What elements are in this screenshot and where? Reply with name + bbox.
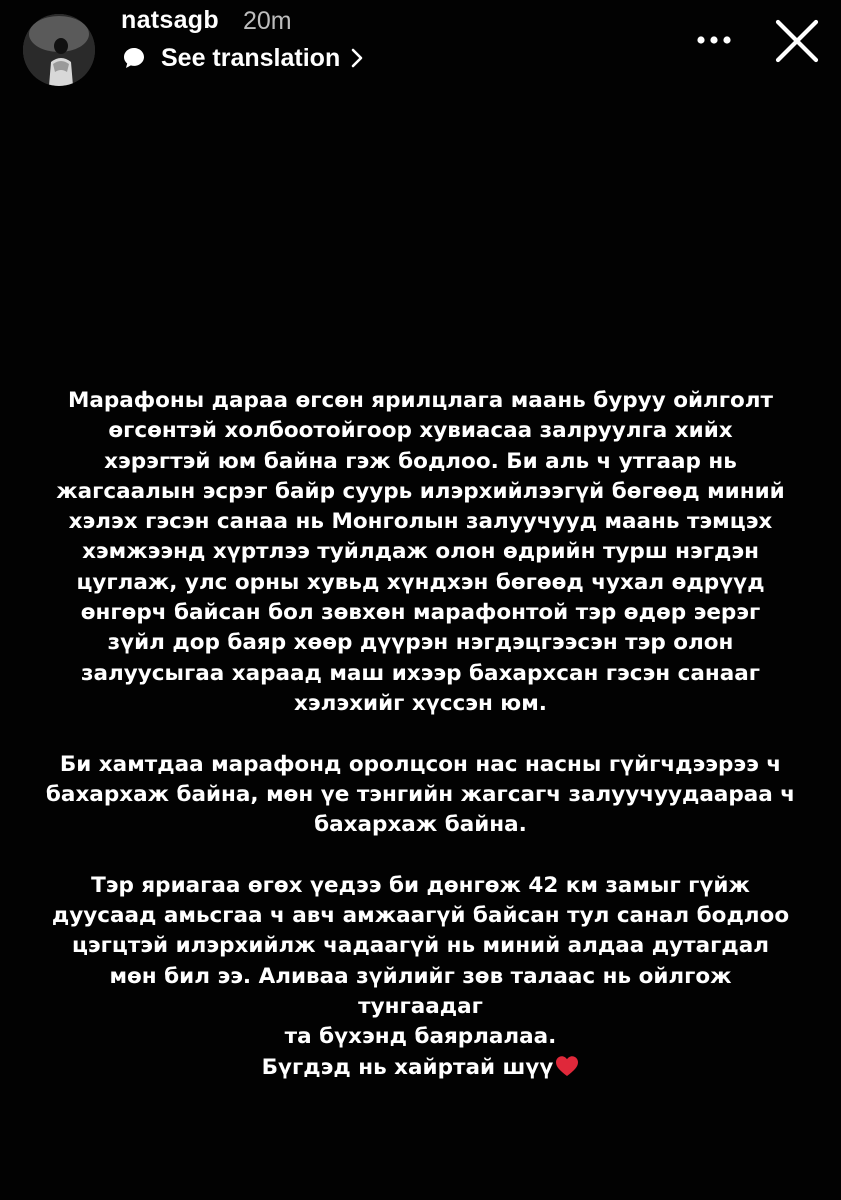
text-line: жагсаалын эсрэг байр суурь илэрхийлээгүй бөгөөд миний [56, 478, 785, 504]
text-line: цэгцтэй илэрхийлж чадаагүй нь миний алдаа дутагдал [72, 933, 769, 959]
close-icon [774, 18, 820, 64]
see-translation-label: See translation [161, 43, 341, 72]
story-text [40, 386, 801, 1083]
text-line: хэлэхийг хүссэн юм. [294, 690, 547, 716]
username[interactable]: natsagb [121, 6, 219, 34]
paragraph-3 [40, 871, 801, 1083]
text-line: мөн бил ээ. Аливаа зүйлийг зөв талаас нь ойлгож [109, 963, 732, 989]
paragraph-gap [40, 840, 801, 870]
paragraph-gap [40, 719, 801, 749]
speech-bubble-icon [121, 45, 147, 71]
post-time: 20m [243, 7, 292, 35]
text-line: та бүхэнд баярлалаа. [284, 1024, 557, 1050]
text-line: тунгаадаг [358, 993, 483, 1019]
text-line: хэлэх гэсэн санаа нь Монголын залуучууд маань тэмцэх [68, 509, 773, 535]
text-line: цуглаж, улс орны хувьд хүндхэн бөгөөд чухал өдрүүд [76, 569, 765, 595]
avatar-photo [23, 14, 95, 86]
text-line: хэмжээнд хүртлээ туйлдаж олон өдрийн турш нэгдэн [82, 539, 759, 565]
close-button[interactable] [768, 12, 826, 70]
text-line: бахархаж байна. [314, 812, 527, 838]
text-line: дуусаад амьсгаа ч авч амжаагүй байсан тул санал бодлоо [51, 903, 790, 929]
see-translation-button[interactable] [121, 42, 364, 74]
closing-text: Бүгдэд нь хайртай шүү [261, 1054, 554, 1080]
paragraph-1 [40, 386, 801, 719]
heart-icon [555, 1055, 579, 1077]
closing-line [40, 1053, 801, 1083]
story-header [0, 0, 841, 100]
chevron-right-icon [350, 47, 364, 69]
avatar[interactable] [23, 14, 95, 86]
more-horizontal-icon [694, 35, 734, 45]
more-options-button[interactable] [690, 22, 738, 58]
text-line: зүйл дор баяр хөөр дүүрэн нэгдэцгээсэн тэр олон [107, 630, 734, 656]
text-line: залуусыгаа хараад маш ихээр бахархсан гэсэн санааг [81, 660, 760, 686]
paragraph-2 [40, 750, 801, 841]
text-line: бахархаж байна, мөн үе тэнгийн жагсагч залуучуудаараа ч [45, 781, 796, 807]
text-line: Би хамтдаа марафонд оролцсон нас насны гүйгчдээрээ ч [59, 751, 782, 777]
text-line: өгсөнтэй холбоотойгоор хувиасаа залруулга хийх [108, 418, 733, 444]
text-line: Марафоны дараа өгсөн ярилцлага маань буруу ойлголт [68, 388, 773, 413]
text-line: өнгөрч байсан бол зөвхөн марафонтой тэр өдөр эерэг [80, 600, 761, 626]
text-line: Тэр яриагаа өгөх үедээ би дөнгөж 42 км замыг гүйж [91, 872, 750, 898]
text-line: хэрэгтэй юм байна гэж бодлоо. Би аль ч утгаар нь [104, 448, 737, 474]
